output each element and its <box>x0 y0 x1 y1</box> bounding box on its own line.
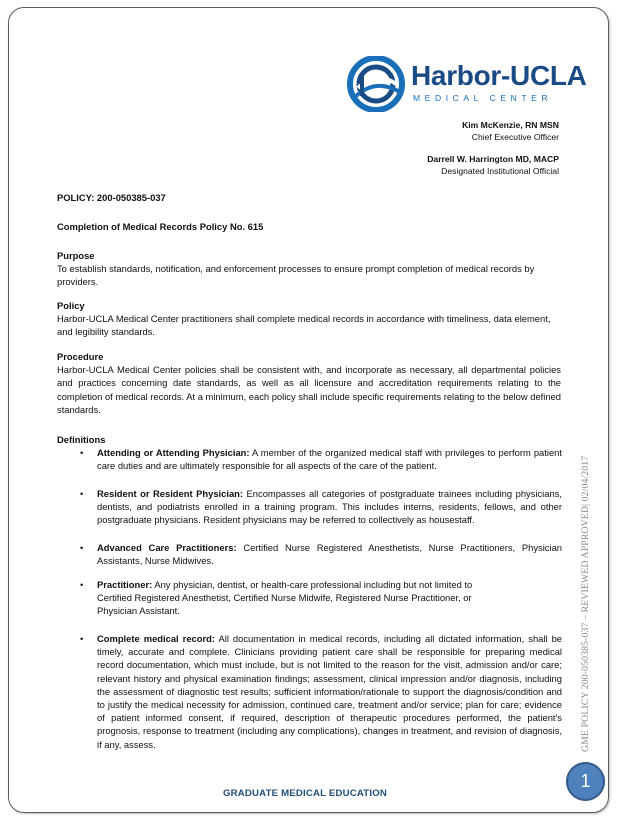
bullet-icon: • <box>80 579 84 590</box>
logo-name: Harbor-UCLA <box>411 60 587 91</box>
purpose-section <box>57 249 561 289</box>
definitions-heading: Definitions <box>57 434 106 445</box>
policy-section <box>57 299 561 339</box>
page-number-badge: 1 <box>566 762 605 801</box>
policy-heading: Policy <box>57 300 85 311</box>
definition-item <box>97 541 562 567</box>
executive-name: Darrell W. Harrington MD, MACP <box>427 154 559 164</box>
policy-number: POLICY: 200-050385-037 <box>57 192 166 203</box>
executive-title: Chief Executive Officer <box>471 132 559 142</box>
bullet-icon: • <box>80 542 84 553</box>
definition-text: Encompasses all categories of postgraduate trainees including physicians, dentists, and podiatrists enrolled in a training program. This includes interns, residents, fellows, and other postgraduate physicians. Resident physicians may be referred to collectively as housestaff. <box>97 488 562 526</box>
policy-text: Harbor-UCLA Medical Center practitioners shall complete medical records in accordance with timeliness, data element, and legibility standards. <box>57 313 551 338</box>
definition-item <box>97 446 562 472</box>
definition-item <box>97 632 562 751</box>
definition-term: Complete medical record: <box>97 633 215 644</box>
definition-text: Certified Nurse Registered Anesthetists, Nurse Practitioners, Physician Assistants, Nurse Midwives. <box>97 542 563 567</box>
definition-item <box>97 487 562 527</box>
definition-text: Any physician, dentist, or health-care professional including but not limited to Certified Registered Anesthetist, Certified Nurse Midwife, Registered Nurse Practitioner, or Physician Assistant. <box>97 579 473 617</box>
executive-ceo <box>462 119 559 143</box>
logo-mark-icon <box>346 56 408 112</box>
bullet-icon: • <box>80 633 84 644</box>
side-review-note: GME POLICY 200-050385-037 – REVIEWED APPROVED| 02/04/2017 <box>580 455 591 752</box>
purpose-text: To establish standards, notification, and enforcement processes to ensure prompt completion of medical records by providers. <box>57 263 535 288</box>
procedure-section <box>57 350 561 416</box>
definition-term: Attending or Attending Physician: <box>97 447 250 458</box>
policy-title: Completion of Medical Records Policy No. 615 <box>57 221 264 232</box>
purpose-heading: Purpose <box>57 250 95 261</box>
procedure-text: Harbor-UCLA Medical Center policies shall be consistent with, and incorporate as necessary, all departmental policies and practices concerning date standards, as well as all licensure and accreditation requirements relating to the completion of medical records. At a minimum, each policy shall include specific requirements relating to the below defined standards. <box>57 364 561 415</box>
executive-name: Kim McKenzie, RN MSN <box>462 120 559 130</box>
definition-term: Advanced Care Practitioners: <box>97 542 237 553</box>
harbor-ucla-logo <box>346 56 587 112</box>
procedure-heading: Procedure <box>57 351 104 362</box>
definition-term: Practitioner: <box>97 579 153 590</box>
bullet-icon: • <box>80 488 84 499</box>
definition-term: Resident or Resident Physician: <box>97 488 244 499</box>
definition-text: A member of the organized medical staff with privileges to perform patient care duties and are ultimately responsible for all aspects of the care of the patient. <box>97 447 562 472</box>
executive-title: Designated Institutional Official <box>441 166 559 176</box>
definition-item <box>97 578 507 618</box>
executive-dio <box>427 153 559 177</box>
footer-department: GRADUATE MEDICAL EDUCATION <box>223 788 388 799</box>
logo-subtitle: MEDICAL CENTER <box>413 93 553 103</box>
bullet-icon: • <box>80 447 84 458</box>
definition-text: All documentation in medical records, including all dictated information, shall be timely, accurate and complete. Clinicians providing patient care shall be responsible for preparing medical record documentation, which must include, but is not limited to the reason for the visit, admission and/or care; relevant history and physical examination findings; assessment, clinical impression and/or diagnosis, including the assessment of diagnostic test results; sufficient information/rationale to support the diagnosis/condition and to justify the medical necessity for admission, continued care, treatment and/or service; plan for care; evidence of patient informed consent, if required, description of therapeutic procedures performed, the patient's prognosis, response to treatment (including any complications), changes in treatment, and revision of diagnosis, if any, assess. <box>97 633 563 750</box>
